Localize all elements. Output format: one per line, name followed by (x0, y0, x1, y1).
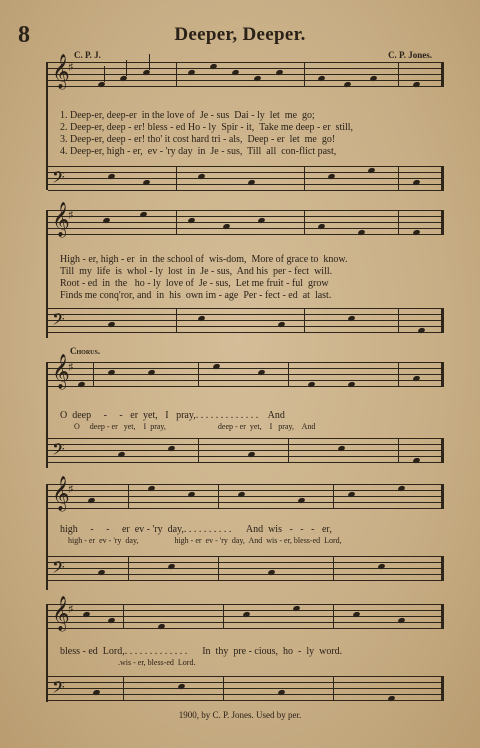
treble-clef-icon: 𝄞 (52, 476, 70, 511)
verse-2-line-1: 2. Deep-er, deep - er! bless - ed Ho - ly Spir - it, Take me deep - er still, (60, 122, 354, 133)
bass-clef-icon: 𝄢 (52, 309, 65, 333)
treble-staff (48, 354, 444, 389)
chorus-line-3: bless - ed Lord,. . . . . . . . . . . . . In thy pre - cious, ho - ly word. (60, 646, 343, 657)
sharp-icon: ♯ (68, 482, 74, 496)
music-system-4 (48, 476, 444, 592)
verse-2-line-2: Till my life is whol - ly lost in Je - sus, And his per - fect will. (60, 266, 333, 277)
music-system-5 (48, 596, 444, 704)
sharp-icon: ♯ (68, 360, 74, 374)
chorus-line-2-echo: high - er ev - 'ry day, high - er ev - 'ry day, And wis - er, bless-ed Lord, (68, 536, 342, 545)
verse-4-line-1: 4. Deep-er, high - er, ev - 'ry day in Je - sus, Till all con-flict past, (60, 146, 337, 157)
composer-credit: C. P. Jones. (388, 50, 432, 60)
bass-clef-icon: 𝄢 (52, 439, 65, 463)
chorus-line-2: high - - er ev - 'ry day,. . . . . . . . . . And wis - - - er, (60, 524, 332, 535)
bass-staff (48, 556, 444, 580)
verse-1-line-2: High - er, high - er in the school of wis-dom, More of grace to know. (60, 254, 348, 265)
treble-staff (48, 596, 444, 631)
bass-staff (48, 166, 444, 190)
chorus-label: Chorus. (70, 346, 101, 356)
copyright-footer: 1900, by C. P. Jones. Used by per. (178, 710, 302, 720)
treble-clef-icon: 𝄞 (52, 202, 70, 237)
verse-3-line-1: 3. Deep-er, deep - er! tho' it cost hard tri - als, Deep - er let me go! (60, 134, 336, 145)
sharp-icon: ♯ (68, 208, 74, 222)
bass-staff (48, 308, 444, 332)
verse-3-line-2: Root - ed in the ho - ly love of Je - sus, Let me fruit - ful grow (60, 278, 329, 289)
bass-clef-icon: 𝄢 (52, 557, 65, 581)
bass-clef-icon: 𝄢 (52, 167, 65, 191)
sharp-icon: ♯ (68, 602, 74, 616)
treble-staff (48, 476, 444, 511)
page-number: 8 (18, 22, 30, 48)
hymn-title: Deeper, Deeper. (174, 24, 306, 45)
treble-clef-icon: 𝄞 (52, 54, 70, 89)
chorus-line-1-echo: O deep - er yet, I pray, deep - er yet, I pray, And (74, 422, 316, 431)
verse-4-line-2: Finds me conq'ror, and in his own im - age Per - fect - ed at last. (60, 290, 332, 301)
treble-clef-icon: 𝄞 (52, 354, 70, 389)
chorus-line-1: O deep - - er yet, I pray,. . . . . . . . . . . . . And (60, 410, 285, 421)
sharp-icon: ♯ (68, 60, 74, 74)
lyricist-credit: C. P. J. (74, 50, 101, 60)
bass-clef-icon: 𝄢 (52, 677, 65, 701)
header (0, 22, 480, 52)
treble-staff (48, 202, 444, 237)
music-system-3 (48, 354, 444, 470)
chorus-line-3-echo: .wis - er, bless-ed Lord. (118, 658, 196, 667)
verse-1-line-1: 1. Deep-er, deep-er in the love of Je - sus Dai - ly let me go; (60, 110, 315, 121)
music-system-2 (48, 202, 444, 340)
bass-staff (48, 438, 444, 462)
treble-clef-icon: 𝄞 (52, 596, 70, 631)
bass-staff (48, 676, 444, 700)
